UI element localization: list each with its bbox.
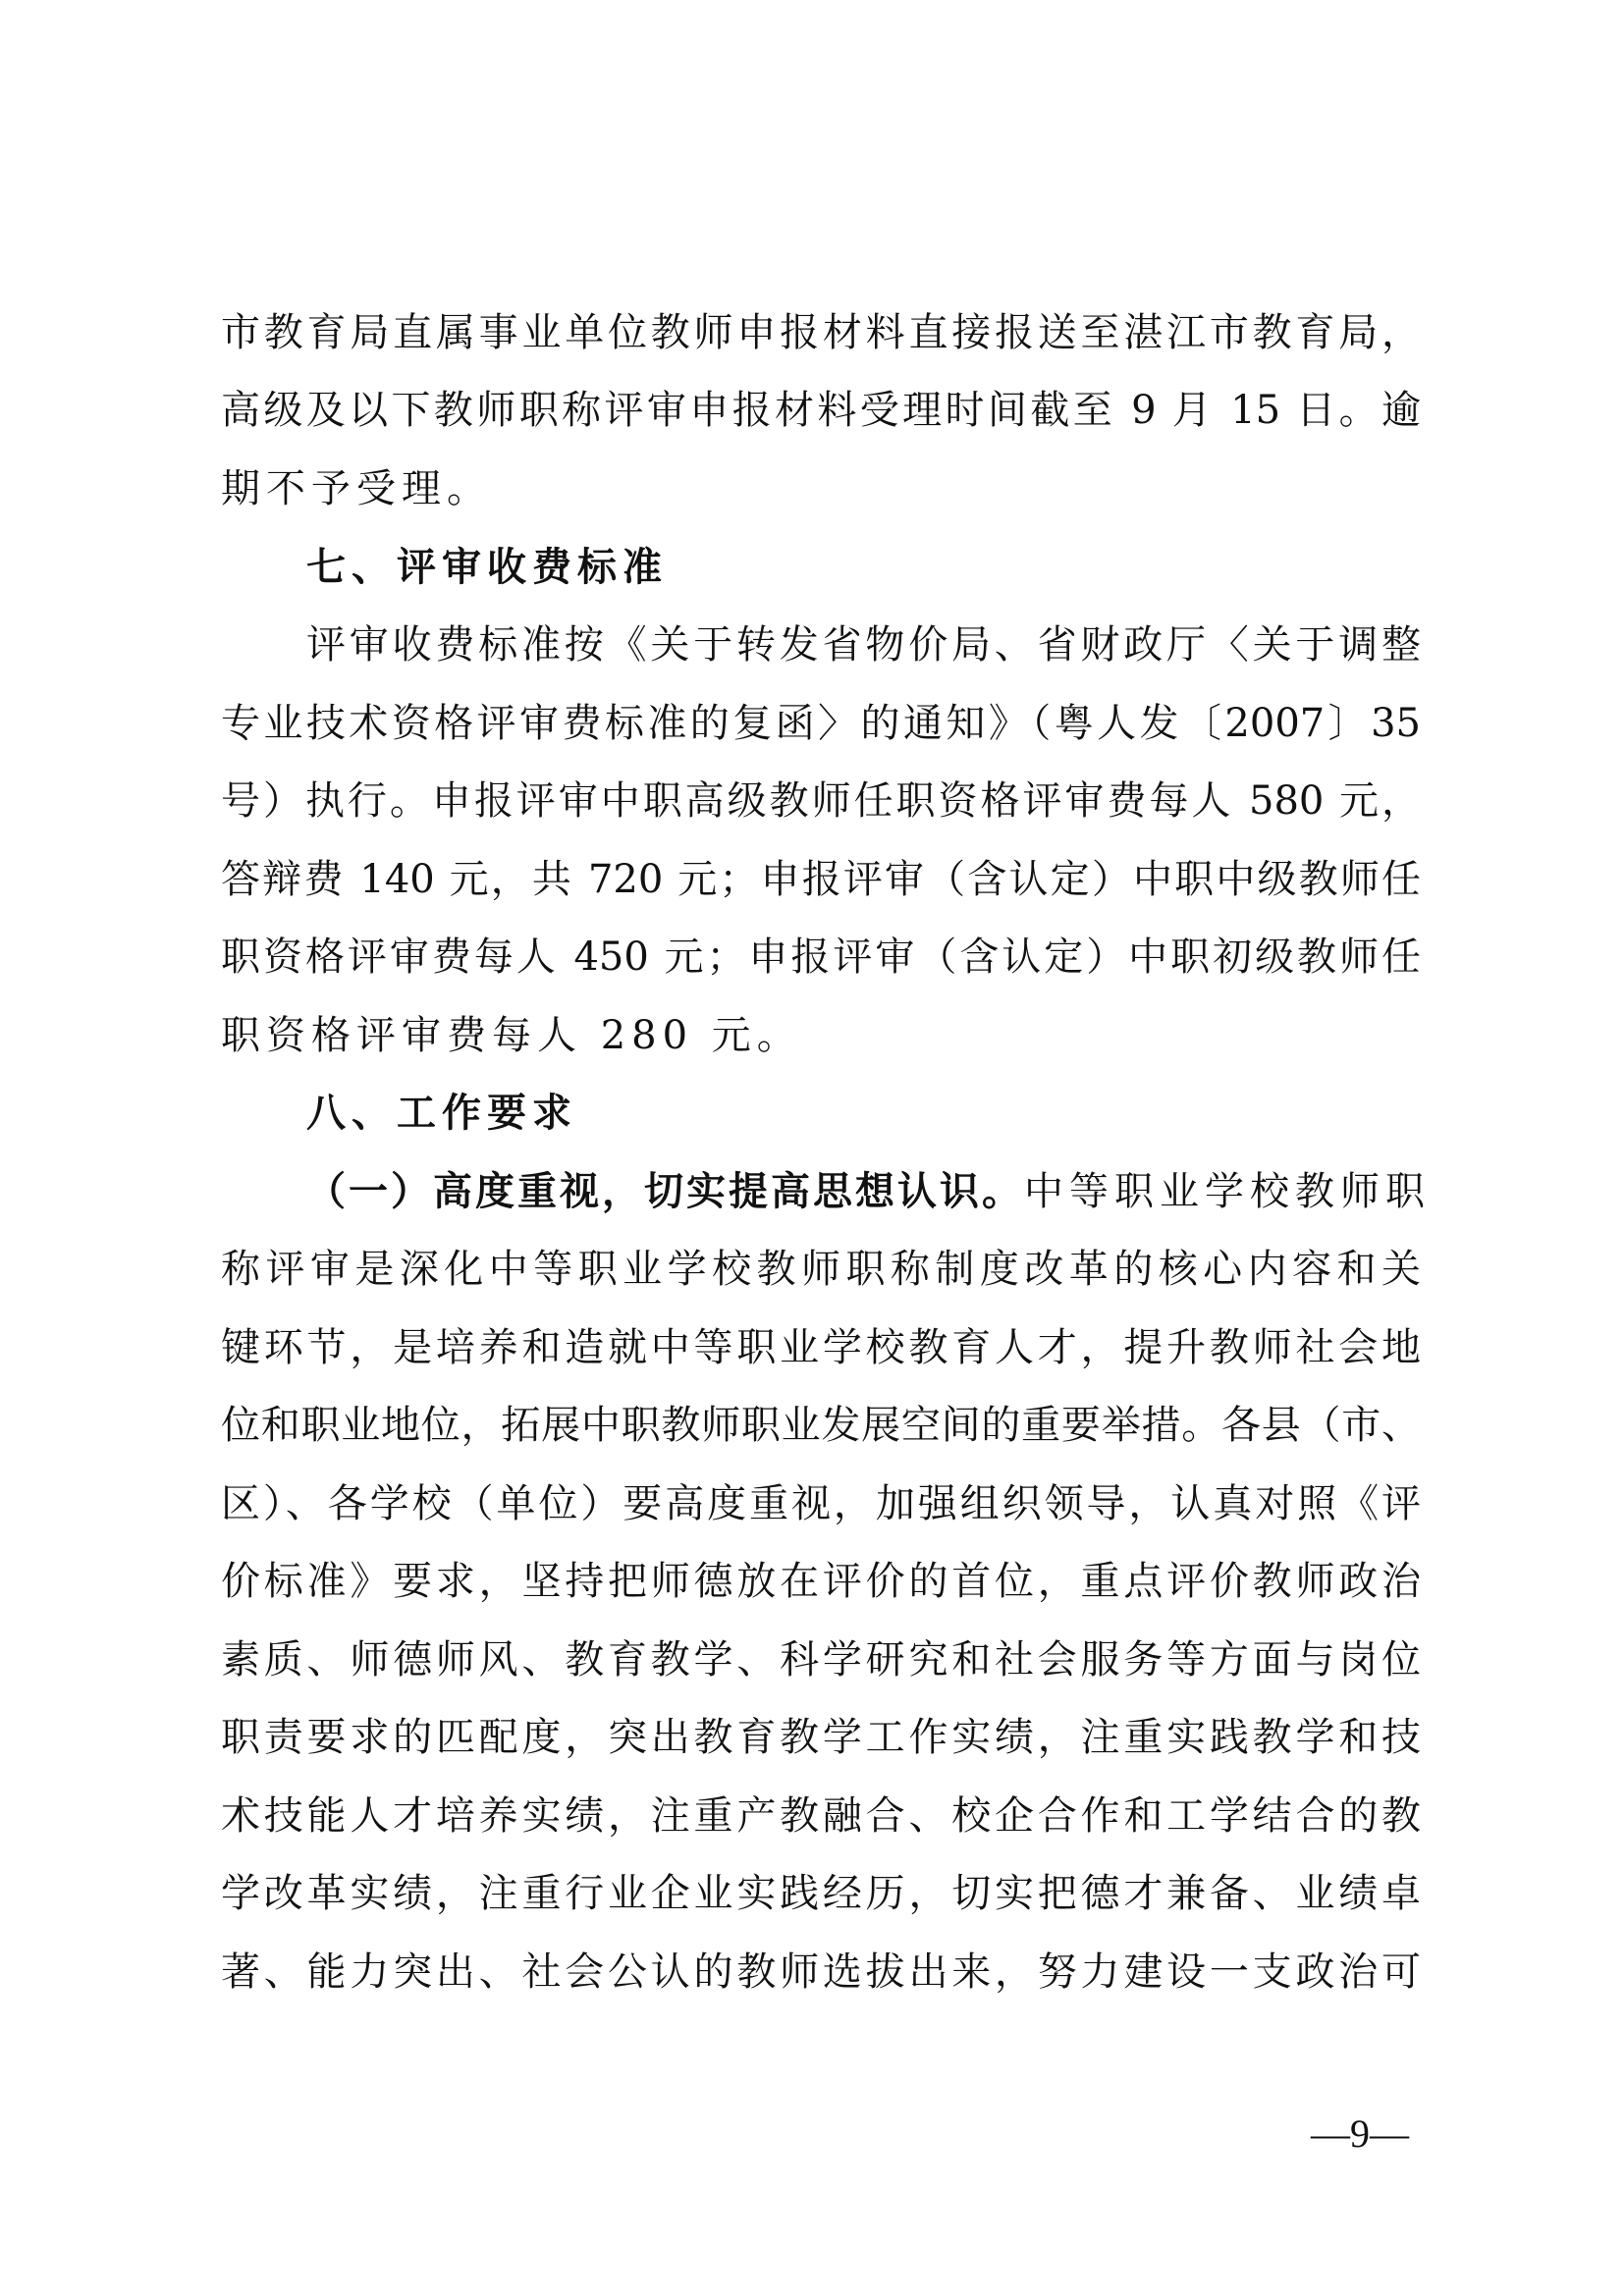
body-text-line: 答辩费 140 元，共 720 元；申报评审（含认定）中职中级教师任 [221, 857, 1421, 902]
body-text-line: 专业技术资格评审费标准的复函〉的通知》（粤人发〔2007〕35 [221, 701, 1421, 746]
body-text-line: 价标准》要求，坚持把师德放在评价的首位，重点评价教师政治 [221, 1559, 1421, 1604]
body-text-line: 评审收费标准按《关于转发省物价局、省财政厅〈关于调整 [306, 622, 1421, 667]
body-text-line: 期不予受理。 [221, 466, 492, 511]
body-text-line: 素质、师德师风、教育教学、科学研究和社会服务等方面与岗位 [221, 1637, 1421, 1682]
body-text-line: 职责要求的匹配度，突出教育教学工作实绩，注重实践教学和技 [221, 1715, 1421, 1760]
body-text-line [306, 1162, 1431, 1221]
page-number: —9— [1311, 2111, 1409, 2156]
body-text-fragment: 中等职业学校教师职 [1024, 1169, 1431, 1214]
body-text-line: 职资格评审费每人 450 元；申报评审（含认定）中职初级教师任 [221, 934, 1421, 980]
body-text-line: 位和职业地位，拓展中职教师职业发展空间的重要举措。各县（市、 [221, 1403, 1421, 1448]
body-text-line: 称评审是深化中等职业学校教师职称制度改革的核心内容和关 [221, 1247, 1421, 1292]
section-heading-fee-standard: 七、评审收费标准 [306, 545, 668, 590]
section-heading-work-requirements: 八、工作要求 [306, 1091, 577, 1136]
body-text-line: 职资格评审费每人 280 元。 [221, 1013, 802, 1058]
subheading-raise-awareness: （一）高度重视，切实提高思想认识。 [306, 1168, 1024, 1214]
body-text-line: 键环节，是培养和造就中等职业学校教育人才，提升教师社会地 [221, 1325, 1421, 1370]
body-text-line: 市教育局直属事业单位教师申报材料直接报送至湛江市教育局， [221, 310, 1421, 355]
body-text-line: 号）执行。申报评审中职高级教师任职资格评审费每人 580 元， [221, 778, 1421, 824]
body-text-line: 区）、各学校（单位）要高度重视，加强组织领导，认真对照《评 [221, 1481, 1421, 1526]
body-text-line: 学改革实绩，注重行业企业实践经历，切实把德才兼备、业绩卓 [221, 1871, 1421, 1916]
body-text-line: 高级及以下教师职称评审申报材料受理时间截至 9 月 15 日。逾 [221, 388, 1421, 433]
body-text-line: 术技能人才培养实绩，注重产教融合、校企合作和工学结合的教 [221, 1793, 1421, 1839]
body-text-line: 著、能力突出、社会公认的教师选拔出来，努力建设一支政治可 [221, 1949, 1421, 1995]
